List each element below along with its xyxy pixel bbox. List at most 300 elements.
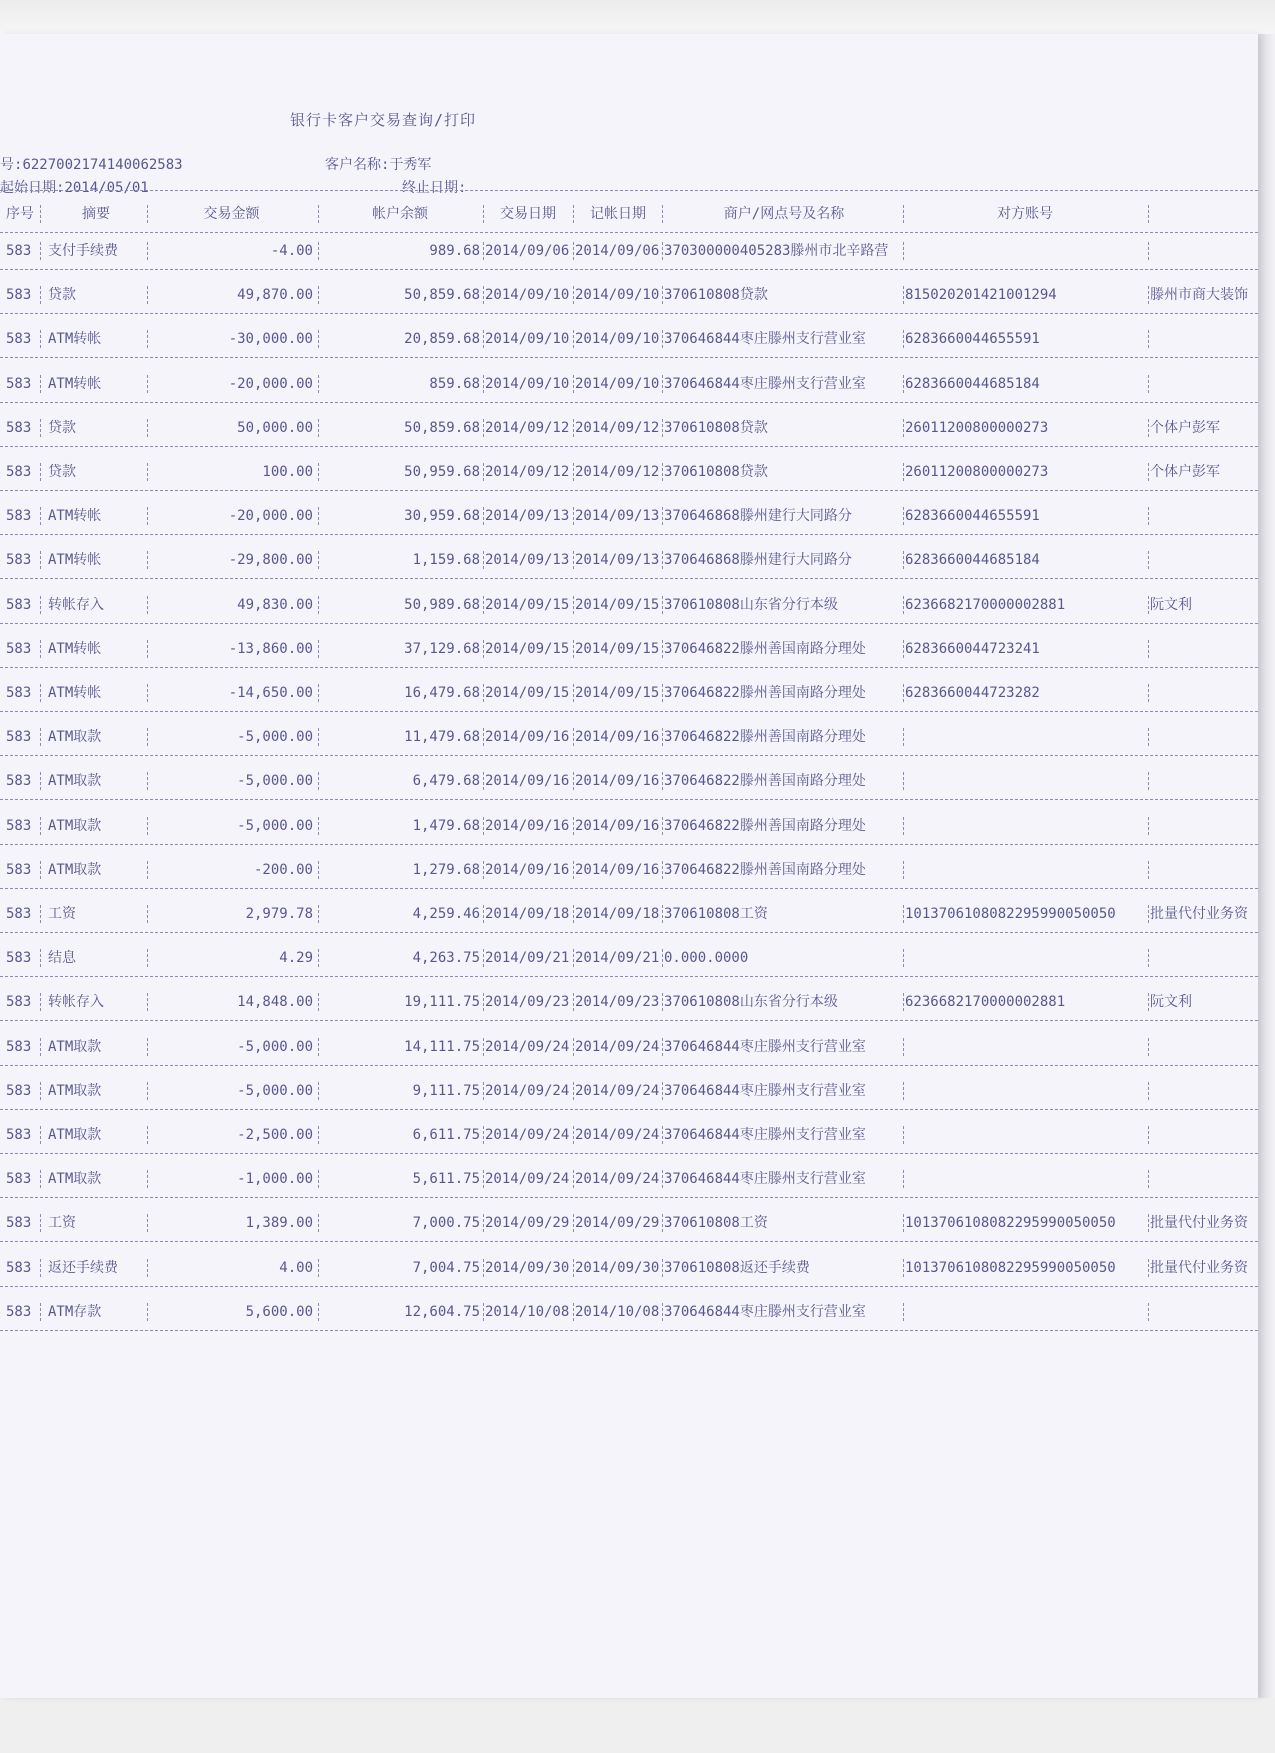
row-rule	[0, 667, 1258, 668]
cell-seq-no: 583	[6, 685, 32, 701]
column-separator	[483, 772, 484, 790]
row-rule	[0, 799, 1258, 800]
column-separator	[483, 949, 484, 967]
cell-post-date: 2014/09/16	[575, 773, 660, 790]
column-separator	[147, 1170, 148, 1188]
cell-counter-account	[905, 858, 1145, 882]
cell-merchant: 370610808山东省分行本级	[664, 994, 838, 1011]
column-separator	[662, 1038, 663, 1056]
column-separator	[903, 1259, 904, 1277]
cell-amount: 14,848.00	[237, 994, 313, 1011]
cell-description: ATM转帐	[48, 685, 102, 701]
cell-amount: 49,830.00	[237, 596, 313, 613]
column-separator	[483, 375, 484, 393]
column-separator	[903, 419, 904, 437]
column-separator	[483, 817, 484, 835]
column-separator	[1148, 684, 1149, 702]
cell-merchant: 370646868滕州建行大同路分	[664, 552, 852, 569]
row-rule	[0, 623, 1258, 624]
cell-trade-date: 2014/09/06	[485, 243, 570, 259]
table-row	[0, 1079, 1258, 1103]
column-separator	[40, 1082, 41, 1100]
cell-balance: 1,159.68	[412, 552, 480, 569]
cell-balance: 50,859.68	[404, 419, 480, 436]
column-separator	[318, 684, 319, 702]
column-separator	[1148, 242, 1149, 260]
column-separator	[903, 330, 904, 348]
column-separator	[1148, 463, 1149, 481]
column-separator	[147, 551, 148, 569]
cell-counter-account	[905, 1035, 1145, 1059]
cell-description: 贷款	[48, 464, 76, 480]
cell-counter-name	[1150, 548, 1258, 572]
cell-balance: 30,959.68	[404, 508, 480, 525]
column-separator	[1148, 993, 1149, 1011]
cell-merchant: 370610808贷款	[664, 287, 768, 304]
table-row	[0, 239, 1258, 263]
cell-counter-name	[1150, 637, 1258, 661]
cell-counter-name	[1150, 372, 1258, 396]
column-separator	[318, 993, 319, 1011]
column-separator	[903, 861, 904, 879]
table-row	[0, 769, 1258, 793]
cell-counter-account: 6283660044655591	[905, 508, 1040, 525]
cell-seq-no: 583	[6, 1127, 32, 1143]
cell-counter-account	[905, 1167, 1145, 1191]
column-separator	[483, 1259, 484, 1277]
cell-merchant: 0.000.0000	[664, 950, 749, 967]
cell-seq-no: 583	[6, 287, 32, 304]
column-separator	[1148, 640, 1149, 658]
cell-merchant: 370646822滕州善国南路分理处	[664, 685, 866, 701]
cell-counter-account: 26011200800000273	[905, 464, 1049, 480]
cell-balance: 7,004.75	[412, 1259, 480, 1276]
column-separator	[483, 463, 484, 481]
row-rule	[0, 888, 1258, 889]
cell-seq-no: 583	[6, 994, 32, 1011]
cell-description: 转帐存入	[48, 596, 104, 613]
cell-post-date: 2014/09/12	[575, 419, 660, 436]
column-separator	[662, 993, 663, 1011]
column-separator	[903, 286, 904, 304]
cell-description: 返还手续费	[48, 1259, 118, 1276]
cell-balance: 5,611.75	[412, 1171, 480, 1188]
column-separator	[1148, 772, 1149, 790]
cell-trade-date: 2014/09/24	[485, 1127, 570, 1143]
column-separator	[318, 242, 319, 260]
cell-amount: -5,000.00	[237, 729, 313, 746]
column-separator	[40, 684, 41, 702]
cell-counter-account: 6283660044685184	[905, 375, 1040, 392]
cell-counter-name: 阮文利	[1150, 994, 1192, 1011]
cell-trade-date: 2014/09/24	[485, 1171, 570, 1188]
cell-seq-no: 583	[6, 552, 32, 569]
cell-trade-date: 2014/09/13	[485, 508, 570, 525]
row-rule	[0, 534, 1258, 535]
table-row	[0, 990, 1258, 1014]
column-separator	[40, 1038, 41, 1056]
column-separator	[903, 1303, 904, 1321]
column-separator	[573, 993, 574, 1011]
column-separator	[662, 286, 663, 304]
column-separator	[1148, 551, 1149, 569]
table-row	[0, 1123, 1258, 1147]
column-separator	[147, 375, 148, 393]
column-separator	[147, 1214, 148, 1232]
cell-seq-no: 583	[6, 773, 32, 790]
column-separator	[1148, 1170, 1149, 1188]
row-rule	[0, 1109, 1258, 1110]
row-rule	[0, 446, 1258, 447]
column-separator	[147, 728, 148, 746]
cell-counter-name: 批量代付业务资	[1150, 1259, 1248, 1276]
cell-counter-account: 6236682170000002881	[905, 596, 1066, 613]
cell-counter-account: 1013706108082295990050050	[905, 1259, 1116, 1276]
header-description: 摘要	[82, 206, 110, 222]
column-separator	[147, 1259, 148, 1277]
column-separator	[903, 684, 904, 702]
column-separator	[573, 1303, 574, 1321]
cell-seq-no: 583	[6, 419, 32, 436]
column-separator	[40, 1126, 41, 1144]
cell-counter-name: 批量代付业务资	[1150, 1215, 1248, 1232]
cell-counter-name: 个体户彭军	[1150, 419, 1220, 436]
table-row	[0, 681, 1258, 705]
header-seq-no: 序号	[6, 206, 34, 222]
column-separator	[903, 375, 904, 393]
statement-sheet	[0, 34, 1258, 1698]
column-separator	[903, 905, 904, 923]
table-row	[0, 814, 1258, 838]
cell-balance: 6,611.75	[412, 1127, 480, 1143]
column-separator	[903, 993, 904, 1011]
cell-merchant: 370610808返还手续费	[664, 1259, 810, 1276]
column-separator	[1148, 1038, 1149, 1056]
column-separator	[318, 1214, 319, 1232]
cell-counter-name: 滕州市商大装饰	[1150, 287, 1248, 304]
column-separator	[318, 286, 319, 304]
cell-amount: -20,000.00	[228, 508, 313, 525]
column-separator	[147, 640, 148, 658]
cell-merchant: 370610808贷款	[664, 419, 768, 436]
cell-post-date: 2014/09/10	[575, 331, 660, 348]
row-rule	[0, 976, 1258, 977]
column-separator	[1148, 375, 1149, 393]
cell-merchant: 370646844枣庄滕州支行营业室	[664, 1082, 866, 1099]
table-row	[0, 548, 1258, 572]
cell-merchant: 370646844枣庄滕州支行营业室	[664, 1171, 866, 1188]
cell-description: 结息	[48, 950, 76, 967]
row-rule	[0, 269, 1258, 270]
cell-description: ATM取款	[48, 1082, 102, 1099]
cell-seq-no: 583	[6, 508, 32, 525]
column-separator	[318, 817, 319, 835]
column-separator	[40, 205, 41, 223]
cell-seq-no: 583	[6, 1303, 32, 1320]
column-separator	[40, 1303, 41, 1321]
column-separator	[147, 419, 148, 437]
table-row	[0, 283, 1258, 307]
cell-balance: 6,479.68	[412, 773, 480, 790]
cell-seq-no: 583	[6, 1171, 32, 1188]
row-rule	[0, 1286, 1258, 1287]
start-date-value: 2014/05/01	[64, 180, 149, 196]
cell-description: ATM取款	[48, 1127, 102, 1143]
cell-counter-name: 批量代付业务资	[1150, 906, 1248, 922]
column-separator	[318, 330, 319, 348]
column-separator	[483, 330, 484, 348]
column-separator	[1148, 949, 1149, 967]
column-separator	[40, 507, 41, 525]
cell-seq-no: 583	[6, 817, 32, 834]
cell-trade-date: 2014/09/13	[485, 552, 570, 569]
column-separator	[662, 330, 663, 348]
column-separator	[318, 772, 319, 790]
cell-merchant: 370646822滕州善国南路分理处	[664, 640, 866, 657]
header-merchant: 商户/网点号及名称	[723, 206, 845, 222]
column-separator	[573, 551, 574, 569]
cell-balance: 19,111.75	[404, 994, 480, 1011]
header-bottom-rule	[0, 232, 1258, 233]
table-row	[0, 460, 1258, 484]
column-separator	[573, 1259, 574, 1277]
cell-post-date: 2014/09/16	[575, 729, 660, 746]
cell-seq-no: 583	[6, 1082, 32, 1099]
cell-counter-account: 1013706108082295990050050	[905, 906, 1116, 922]
cell-counter-name	[1150, 946, 1258, 970]
column-separator	[662, 419, 663, 437]
column-separator	[40, 728, 41, 746]
cell-counter-account	[905, 239, 1145, 263]
cell-amount: -5,000.00	[237, 1082, 313, 1099]
cell-balance: 50,959.68	[404, 464, 480, 480]
start-date-label: 起始日期:	[0, 180, 65, 196]
column-separator	[1148, 1303, 1149, 1321]
column-separator	[147, 905, 148, 923]
column-separator	[573, 330, 574, 348]
row-rule	[0, 755, 1258, 756]
cell-post-date: 2014/09/15	[575, 596, 660, 613]
cell-trade-date: 2014/09/10	[485, 287, 570, 304]
column-separator	[318, 1303, 319, 1321]
cell-merchant: 370646844枣庄滕州支行营业室	[664, 1303, 866, 1320]
column-separator	[1148, 905, 1149, 923]
cell-trade-date: 2014/09/21	[485, 950, 570, 967]
column-separator	[662, 684, 663, 702]
cell-balance: 4,259.46	[412, 906, 480, 922]
column-separator	[573, 772, 574, 790]
row-rule	[0, 578, 1258, 579]
cell-description: ATM转帐	[48, 375, 102, 392]
cell-trade-date: 2014/09/12	[485, 419, 570, 436]
table-row	[0, 1211, 1258, 1235]
column-separator	[483, 507, 484, 525]
column-separator	[147, 1126, 148, 1144]
start-date-line	[0, 177, 149, 197]
cell-seq-no: 583	[6, 861, 32, 878]
customer-name-value: 于秀军	[389, 157, 432, 173]
header-trade-date: 交易日期	[500, 206, 556, 222]
cell-description: ATM取款	[48, 817, 102, 834]
cell-merchant: 370646844枣庄滕州支行营业室	[664, 375, 866, 392]
cell-counter-account: 6236682170000002881	[905, 994, 1066, 1011]
cell-amount: -4.00	[270, 243, 313, 259]
cell-merchant: 370646844枣庄滕州支行营业室	[664, 1127, 866, 1143]
cell-balance: 12,604.75	[404, 1303, 480, 1320]
cell-amount: 1,389.00	[245, 1215, 313, 1232]
cell-counter-name	[1150, 725, 1258, 749]
column-separator	[483, 205, 484, 223]
cell-counter-name	[1150, 1167, 1258, 1191]
column-separator	[318, 463, 319, 481]
column-separator	[40, 905, 41, 923]
column-separator	[40, 551, 41, 569]
column-separator	[573, 419, 574, 437]
column-separator	[662, 1126, 663, 1144]
cell-description: ATM转帐	[48, 331, 102, 348]
cell-post-date: 2014/09/24	[575, 1082, 660, 1099]
cell-seq-no: 583	[6, 1038, 32, 1055]
header-balance: 帐户余额	[372, 206, 428, 222]
column-separator	[318, 205, 319, 223]
column-separator	[318, 596, 319, 614]
cell-balance: 14,111.75	[404, 1038, 480, 1055]
column-separator	[573, 728, 574, 746]
cell-counter-name	[1150, 769, 1258, 793]
column-separator	[147, 1038, 148, 1056]
table-row	[0, 946, 1258, 970]
column-separator	[573, 1082, 574, 1100]
column-separator	[483, 1214, 484, 1232]
cell-post-date: 2014/09/16	[575, 817, 660, 834]
cell-post-date: 2014/09/10	[575, 287, 660, 304]
table-row	[0, 858, 1258, 882]
cell-post-date: 2014/10/08	[575, 1303, 660, 1320]
column-separator	[40, 1259, 41, 1277]
customer-name-label: 客户名称:	[325, 157, 390, 173]
cell-seq-no: 583	[6, 375, 32, 392]
column-separator	[573, 205, 574, 223]
cell-balance: 50,859.68	[404, 287, 480, 304]
column-separator	[903, 949, 904, 967]
column-separator	[483, 419, 484, 437]
column-separator	[573, 1170, 574, 1188]
cell-trade-date: 2014/09/23	[485, 994, 570, 1011]
column-separator	[662, 1214, 663, 1232]
column-separator	[318, 949, 319, 967]
table-row	[0, 504, 1258, 528]
column-separator	[147, 205, 148, 223]
column-separator	[40, 419, 41, 437]
column-separator	[40, 330, 41, 348]
document-title: 银行卡客户交易查询/打印	[290, 111, 477, 129]
column-separator	[483, 242, 484, 260]
cell-counter-account	[905, 1300, 1145, 1324]
cell-merchant: 370610808工资	[664, 906, 768, 922]
column-separator	[40, 640, 41, 658]
column-separator	[483, 640, 484, 658]
header-amount: 交易金额	[203, 206, 260, 222]
table-row	[0, 1256, 1258, 1280]
column-separator	[1148, 596, 1149, 614]
row-rule	[0, 711, 1258, 712]
cell-amount: 4.00	[279, 1259, 313, 1276]
cell-trade-date: 2014/09/12	[485, 464, 570, 480]
column-separator	[903, 1082, 904, 1100]
row-rule	[0, 313, 1258, 314]
cell-counter-account	[905, 946, 1145, 970]
cell-amount: 4.29	[279, 950, 313, 967]
cell-balance: 11,479.68	[404, 729, 480, 746]
column-separator	[318, 1038, 319, 1056]
cell-post-date: 2014/09/21	[575, 950, 660, 967]
cell-counter-account: 6283660044655591	[905, 331, 1040, 348]
column-separator	[903, 463, 904, 481]
cell-seq-no: 583	[6, 950, 32, 967]
column-separator	[147, 949, 148, 967]
cell-counter-account	[905, 1123, 1145, 1147]
cell-trade-date: 2014/09/15	[485, 596, 570, 613]
cell-counter-account: 26011200800000273	[905, 419, 1049, 436]
row-rule	[0, 932, 1258, 933]
row-rule	[0, 1020, 1258, 1021]
column-separator	[318, 507, 319, 525]
cell-description: ATM取款	[48, 1038, 102, 1055]
column-separator	[903, 772, 904, 790]
column-separator	[903, 817, 904, 835]
cell-post-date: 2014/09/24	[575, 1127, 660, 1143]
cell-amount: 100.00	[262, 464, 313, 480]
cell-trade-date: 2014/09/15	[485, 685, 570, 701]
cell-merchant: 370646822滕州善国南路分理处	[664, 729, 866, 746]
column-separator	[662, 375, 663, 393]
row-rule	[0, 1153, 1258, 1154]
cell-amount: -5,000.00	[237, 1038, 313, 1055]
column-separator	[573, 817, 574, 835]
cell-merchant: 370646844枣庄滕州支行营业室	[664, 331, 866, 348]
cell-seq-no: 583	[6, 243, 32, 259]
column-separator	[1148, 861, 1149, 879]
column-separator	[662, 1259, 663, 1277]
cell-seq-no: 583	[6, 1259, 32, 1276]
cell-balance: 16,479.68	[404, 685, 480, 701]
cell-counter-name	[1150, 1079, 1258, 1103]
column-separator	[318, 1126, 319, 1144]
column-separator	[40, 861, 41, 879]
end-date-line	[402, 177, 466, 197]
column-separator	[40, 772, 41, 790]
table-row	[0, 1300, 1258, 1324]
column-separator	[573, 596, 574, 614]
cell-trade-date: 2014/09/10	[485, 375, 570, 392]
column-separator	[1148, 419, 1149, 437]
cell-counter-account	[905, 1079, 1145, 1103]
column-separator	[40, 1170, 41, 1188]
column-separator	[147, 330, 148, 348]
cell-counter-account: 6283660044685184	[905, 552, 1040, 569]
cell-post-date: 2014/09/12	[575, 464, 660, 480]
column-separator	[483, 1126, 484, 1144]
cell-trade-date: 2014/09/24	[485, 1038, 570, 1055]
column-separator	[318, 905, 319, 923]
column-separator	[1148, 205, 1149, 223]
end-date-label: 终止日期:	[402, 180, 467, 196]
cell-description: ATM存款	[48, 1303, 102, 1320]
cell-amount: -200.00	[253, 861, 313, 878]
column-separator	[40, 817, 41, 835]
cell-merchant: 370646822滕州善国南路分理处	[664, 773, 866, 790]
card-number-value: 6227002174140062583	[22, 157, 183, 173]
